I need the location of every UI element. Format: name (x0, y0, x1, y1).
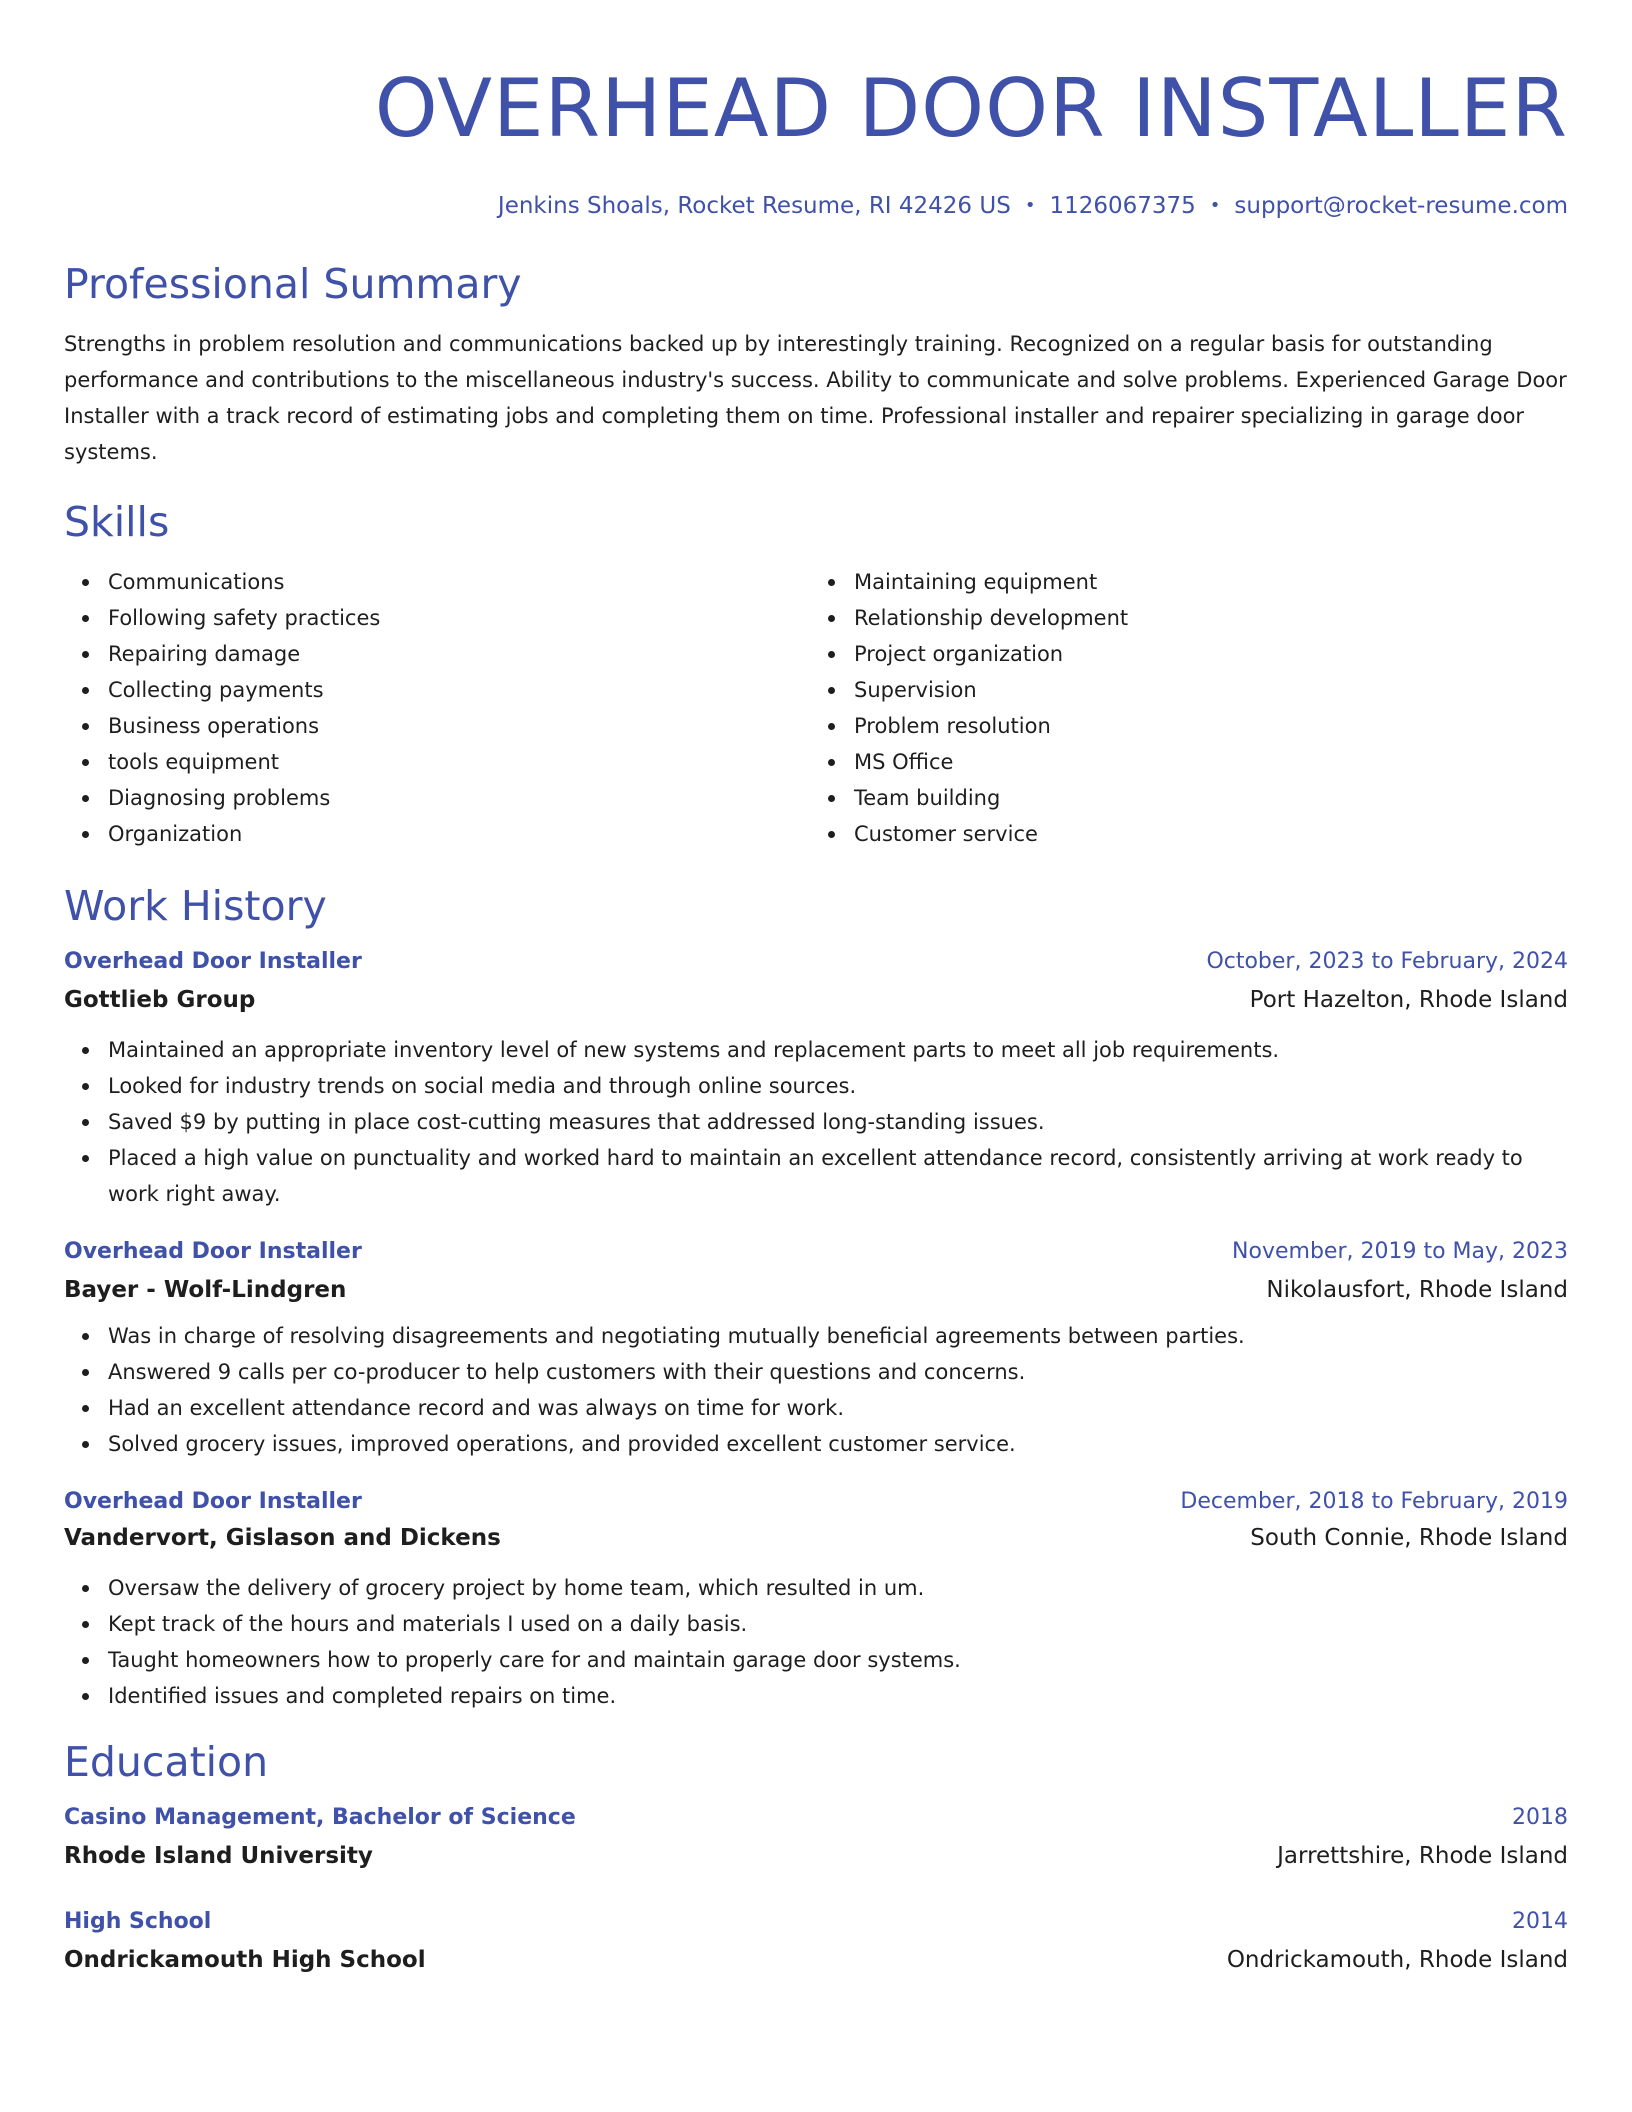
education-entry (64, 1802, 1568, 1872)
job-bullet: Answered 9 calls per co-producer to help customers with their questions and concerns. (108, 1354, 1568, 1390)
skill-item: Collecting payments (108, 672, 808, 708)
job-dates: December, 2018 to February, 2019 (1180, 1489, 1568, 1514)
skill-item: Project organization (854, 636, 1554, 672)
education-year: 2014 (1512, 1909, 1568, 1934)
skill-item: Problem resolution (854, 708, 1554, 744)
candidate-name: OVERHEAD DOOR INSTALLER (374, 62, 1568, 155)
work-history-section (64, 880, 1568, 1714)
education-location: Jarrettshire, Rhode Island (1277, 1843, 1568, 1869)
job-company: Vandervort, Gislason and Dickens (64, 1525, 501, 1551)
skills-section (64, 496, 1568, 852)
education-entry (64, 1906, 1568, 1976)
work-history-heading: Work History (64, 882, 327, 930)
skill-item: Maintaining equipment (854, 564, 1554, 600)
job-bullet: Looked for industry trends on social media and through online sources. (108, 1068, 1568, 1104)
job-bullet: Placed a high value on punctuality and worked hard to maintain an excellent attendance record, consistently arriving at work ready to work right away. (108, 1140, 1568, 1212)
skill-item: Diagnosing problems (108, 780, 808, 816)
job-title-row (64, 946, 1568, 978)
education-school-row (64, 1840, 1568, 1872)
skills-list-left (64, 564, 808, 852)
job-bullet: Was in charge of resolving disagreements and negotiating mutually beneficial agreements between parties. (108, 1318, 1568, 1354)
skill-item: Following safety practices (108, 600, 808, 636)
summary-section (64, 258, 1568, 470)
job-entry (64, 1236, 1568, 1462)
skill-item: Organization (108, 816, 808, 852)
job-company-row (64, 1274, 1568, 1306)
skills-heading: Skills (64, 498, 170, 546)
summary-heading: Professional Summary (64, 260, 522, 308)
job-location: South Connie, Rhode Island (1250, 1525, 1568, 1551)
job-company: Gottlieb Group (64, 987, 256, 1013)
contact-separator: • (1209, 195, 1221, 216)
contact-phone: 1126067375 (1049, 193, 1196, 219)
skill-item: tools equipment (108, 744, 808, 780)
job-bullet: Identified issues and completed repairs on time. (108, 1678, 1568, 1714)
skill-item: Supervision (854, 672, 1554, 708)
skill-item: Repairing damage (108, 636, 808, 672)
education-degree: Casino Management, Bachelor of Science (64, 1805, 576, 1830)
job-bullet: Saved $9 by putting in place cost-cutting measures that addressed long-standing issues. (108, 1104, 1568, 1140)
contact-address: Jenkins Shoals, Rocket Resume, RI 42426 US (497, 193, 1011, 219)
job-title-row (64, 1236, 1568, 1268)
education-school-row (64, 1944, 1568, 1976)
job-entry (64, 946, 1568, 1212)
job-bullets (64, 1318, 1568, 1462)
job-bullet: Taught homeowners how to properly care for and maintain garage door systems. (108, 1642, 1568, 1678)
contact-email: support@rocket-resume.com (1234, 193, 1568, 219)
education-heading: Education (64, 1738, 269, 1786)
job-entry (64, 1486, 1568, 1714)
education-degree-row (64, 1802, 1568, 1834)
job-bullet: Solved grocery issues, improved operations, and provided excellent customer service. (108, 1426, 1568, 1462)
skills-list-right (808, 564, 1554, 852)
education-section (64, 1736, 1568, 1976)
job-company-row (64, 1522, 1568, 1554)
skill-item: Business operations (108, 708, 808, 744)
summary-text: Strengths in problem resolution and communications backed up by interestingly training. Recognized on a regular basis for outstanding performance and contributions to the miscellaneous industry's success. Ability to communicate and solve problems. Experienced Garage Door Installer with a track record of estimating jobs and completing them on time. Professional installer and repairer specializing in garage door systems. (64, 332, 1567, 464)
education-school: Ondrickamouth High School (64, 1947, 426, 1973)
contact-line (64, 190, 1568, 222)
skill-item: Customer service (854, 816, 1554, 852)
job-bullet: Maintained an appropriate inventory level of new systems and replacement parts to meet all job requirements. (108, 1032, 1568, 1068)
job-bullet: Oversaw the delivery of grocery project by home team, which resulted in um. (108, 1570, 1568, 1606)
education-year: 2018 (1512, 1805, 1568, 1830)
header (64, 54, 1568, 222)
job-title: Overhead Door Installer (64, 1489, 362, 1514)
job-title: Overhead Door Installer (64, 949, 362, 974)
job-bullet: Kept track of the hours and materials I used on a daily basis. (108, 1606, 1568, 1642)
job-company: Bayer - Wolf-Lindgren (64, 1277, 347, 1303)
job-company-row (64, 984, 1568, 1016)
job-location: Port Hazelton, Rhode Island (1249, 987, 1568, 1013)
skill-item: Communications (108, 564, 808, 600)
skill-item: Team building (854, 780, 1554, 816)
skill-item: MS Office (854, 744, 1554, 780)
skills-columns (64, 564, 1568, 852)
job-title-row (64, 1486, 1568, 1518)
education-degree-row (64, 1906, 1568, 1938)
job-location: Nikolausfort, Rhode Island (1266, 1277, 1568, 1303)
job-bullet: Had an excellent attendance record and was always on time for work. (108, 1390, 1568, 1426)
job-bullets (64, 1570, 1568, 1714)
education-location: Ondrickamouth, Rhode Island (1226, 1947, 1568, 1973)
job-bullets (64, 1032, 1568, 1212)
education-school: Rhode Island University (64, 1843, 373, 1869)
contact-separator: • (1024, 195, 1036, 216)
education-degree: High School (64, 1909, 212, 1934)
job-title: Overhead Door Installer (64, 1239, 362, 1264)
skill-item: Relationship development (854, 600, 1554, 636)
job-dates: November, 2019 to May, 2023 (1232, 1239, 1568, 1264)
job-dates: October, 2023 to February, 2024 (1206, 949, 1568, 974)
